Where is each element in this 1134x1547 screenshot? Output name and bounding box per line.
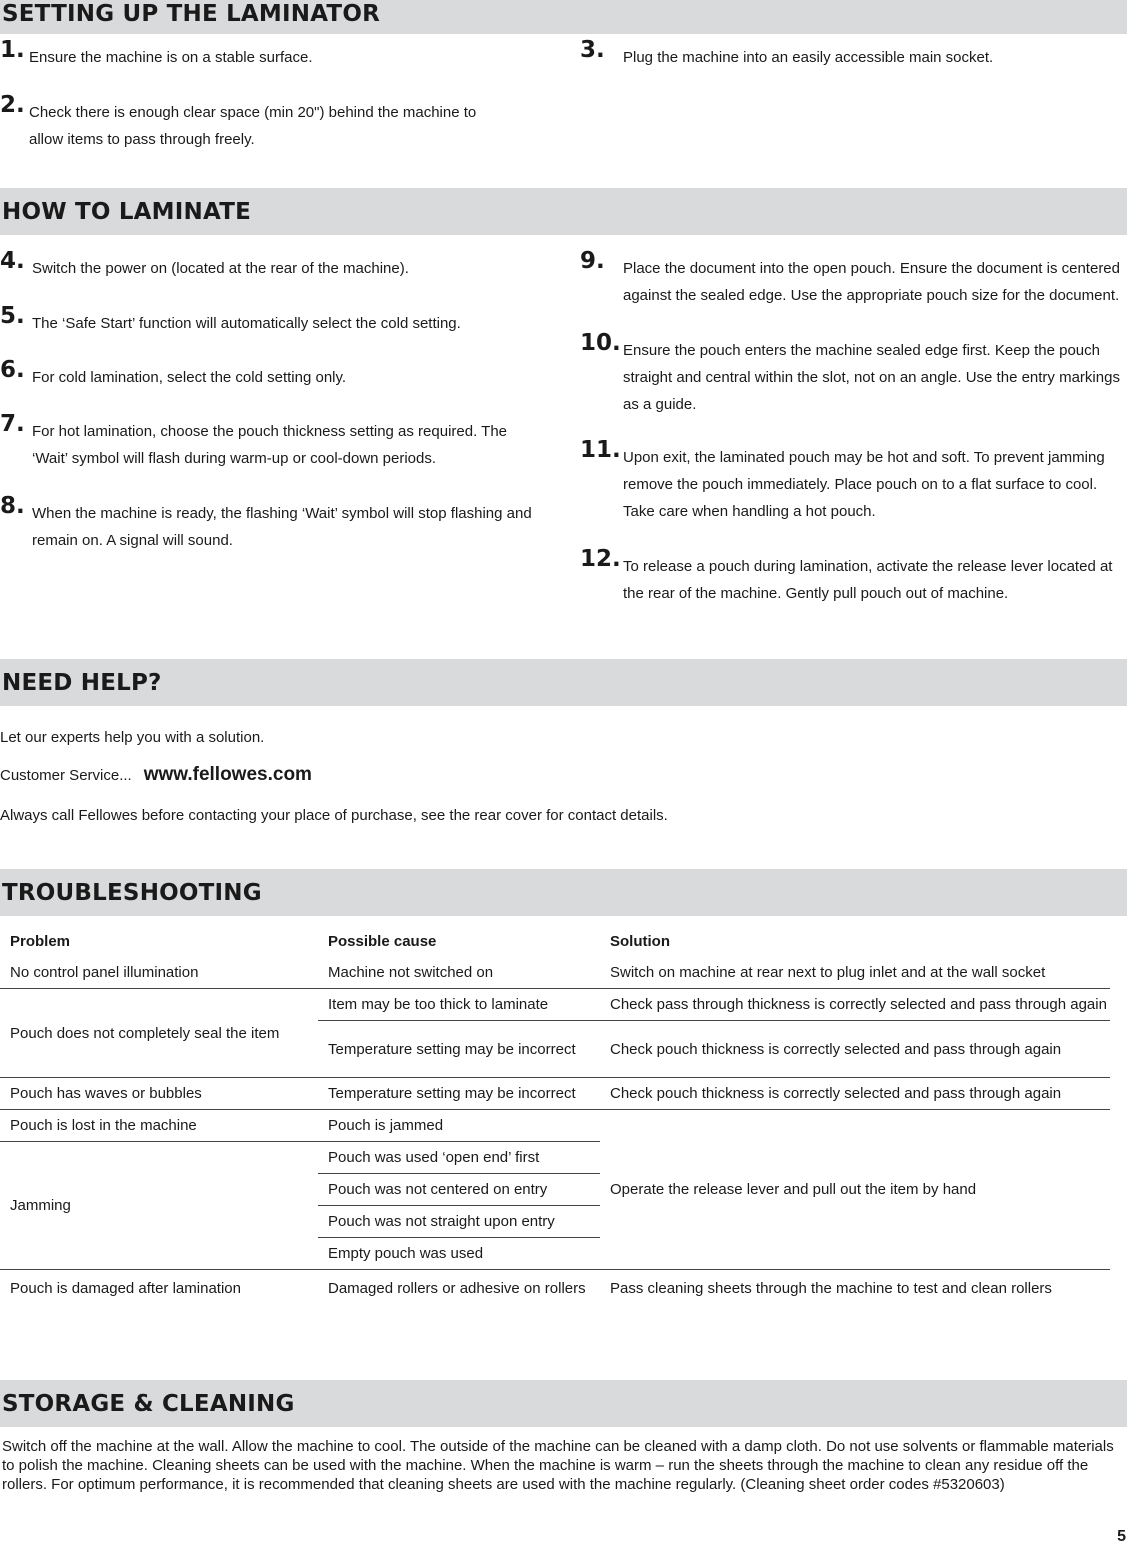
table-row xyxy=(0,1270,1110,1307)
table-row xyxy=(0,1110,1110,1142)
step-text: For hot lamination, choose the pouch thickness setting as required. The ‘Wait’ symbol will flash during warm-up or cool-down periods. xyxy=(32,423,507,467)
step-number: 6. xyxy=(0,357,25,383)
table-row xyxy=(0,989,1110,1021)
help-heading-bar xyxy=(0,659,1127,706)
header-cause: Possible cause xyxy=(328,932,437,950)
cause-cell: Pouch was not straight upon entry xyxy=(318,1206,600,1238)
cause-cell: Empty pouch was used xyxy=(318,1238,600,1270)
cause-cell: Pouch is jammed xyxy=(318,1110,600,1142)
step-text: For cold lamination, select the cold setting only. xyxy=(32,369,347,386)
solution-cell: Pass cleaning sheets through the machine to test and clean rollers xyxy=(610,1279,1052,1297)
trouble-heading-bar xyxy=(0,869,1127,916)
step-text: Plug the machine into an easily accessible main socket. xyxy=(623,49,994,66)
step-text: Ensure the machine is on a stable surface. xyxy=(29,49,313,66)
trouble-heading: TROUBLESHOOTING xyxy=(2,880,262,906)
service-label: Customer Service... xyxy=(0,767,132,784)
setup-heading: SETTING UP THE LAMINATOR xyxy=(2,1,380,27)
step-text: When the machine is ready, the flashing ‘Wait’ symbol will stop flashing and remain on. A signal will sound. xyxy=(32,505,532,549)
step-number: 1. xyxy=(0,37,25,63)
step-number: 12. xyxy=(580,546,621,572)
step-text: To release a pouch during lamination, activate the release lever located at the rear of the machine. Gently pull pouch out of machine. xyxy=(623,558,1113,602)
solution-cell: Check pass through thickness is correctly selected and pass through again xyxy=(600,989,1110,1021)
step-text: Place the document into the open pouch. Ensure the document is centered against the sealed edge. Use the appropriate pouch size for the document. xyxy=(623,260,1120,304)
step-number: 9. xyxy=(580,248,605,274)
step-number: 4. xyxy=(0,248,25,274)
storage-heading: STORAGE & CLEANING xyxy=(2,1391,295,1417)
solution-cell: Operate the release lever and pull out the item by hand xyxy=(600,1110,1110,1270)
step-number: 8. xyxy=(0,493,25,519)
problem-cell: Pouch has waves or bubbles xyxy=(0,1078,318,1110)
step-text: Upon exit, the laminated pouch may be hot and soft. To prevent jamming remove the pouch immediately. Place pouch on to a flat surface to cool. Take care when handling a hot pouch. xyxy=(623,449,1105,520)
storage-text: Switch off the machine at the wall. Allow the machine to cool. The outside of the machine can be cleaned with a damp cloth. Do not use solvents or flammable materials to polish the machine. Cleaning sheets can be used with the machine. When the machine is warm – run the sheets through the machine to clean any residue off the rollers. For optimum performance, it is recommended that cleaning sheets are used with the machine regularly. (Cleaning sheet order codes #5320603) xyxy=(2,1438,1114,1493)
header-problem: Problem xyxy=(10,932,71,950)
problem-cell: Pouch is damaged after lamination xyxy=(10,1279,241,1297)
step-number: 11. xyxy=(580,437,621,463)
cause-cell: Pouch was used ‘open end’ first xyxy=(318,1142,600,1174)
page-number: 5 xyxy=(1117,1528,1126,1545)
storage-heading-bar xyxy=(0,1380,1127,1427)
help-intro: Let our experts help you with a solution. xyxy=(0,729,265,746)
cause-cell: Machine not switched on xyxy=(318,957,600,989)
problem-cell: No control panel illumination xyxy=(0,957,318,989)
step-text: Switch the power on (located at the rear of the machine). xyxy=(32,260,409,277)
cause-cell: Item may be too thick to laminate xyxy=(318,989,600,1021)
fellowes-url-link[interactable]: www.fellowes.com xyxy=(143,764,312,785)
troubleshooting-table xyxy=(0,925,1110,1306)
table-row xyxy=(0,957,1110,989)
cause-cell: Temperature setting may be incorrect xyxy=(318,1078,600,1110)
cause-cell: Pouch was not centered on entry xyxy=(318,1174,600,1206)
help-note: Always call Fellowes before contacting your place of purchase, see the rear cover for contact details. xyxy=(0,807,668,824)
step-number: 5. xyxy=(0,303,25,329)
solution-cell: Check pouch thickness is correctly selected and pass through again xyxy=(600,1021,1110,1078)
step-number: 7. xyxy=(0,411,25,437)
cause-cell: Damaged rollers or adhesive on rollers xyxy=(328,1279,586,1297)
help-service-line xyxy=(0,764,312,787)
header-solution: Solution xyxy=(610,932,670,950)
step-text: Check there is enough clear space (min 20") behind the machine to allow items to pass through freely. xyxy=(29,104,477,148)
step-number: 10. xyxy=(580,330,621,356)
solution-cell: Check pouch thickness is correctly selected and pass through again xyxy=(600,1078,1110,1110)
table-row xyxy=(0,1078,1110,1110)
problem-cell: Jamming xyxy=(0,1142,318,1270)
step-text: The ‘Safe Start’ function will automatically select the cold setting. xyxy=(32,315,461,332)
step-number: 3. xyxy=(580,37,605,63)
step-text: Ensure the pouch enters the machine sealed edge first. Keep the pouch straight and central within the slot, not on an angle. Use the entry markings as a guide. xyxy=(623,342,1120,413)
problem-cell: Pouch does not completely seal the item xyxy=(0,989,318,1078)
laminate-heading: HOW TO LAMINATE xyxy=(2,199,251,225)
table-header-row xyxy=(0,925,1110,957)
step-number: 2. xyxy=(0,92,25,118)
laminate-heading-bar xyxy=(0,188,1127,235)
cause-cell: Temperature setting may be incorrect xyxy=(318,1021,600,1078)
help-heading: NEED HELP? xyxy=(2,670,162,696)
setup-heading-bar xyxy=(0,0,1127,34)
solution-cell: Switch on machine at rear next to plug inlet and at the wall socket xyxy=(600,957,1110,989)
problem-cell: Pouch is lost in the machine xyxy=(0,1110,318,1142)
